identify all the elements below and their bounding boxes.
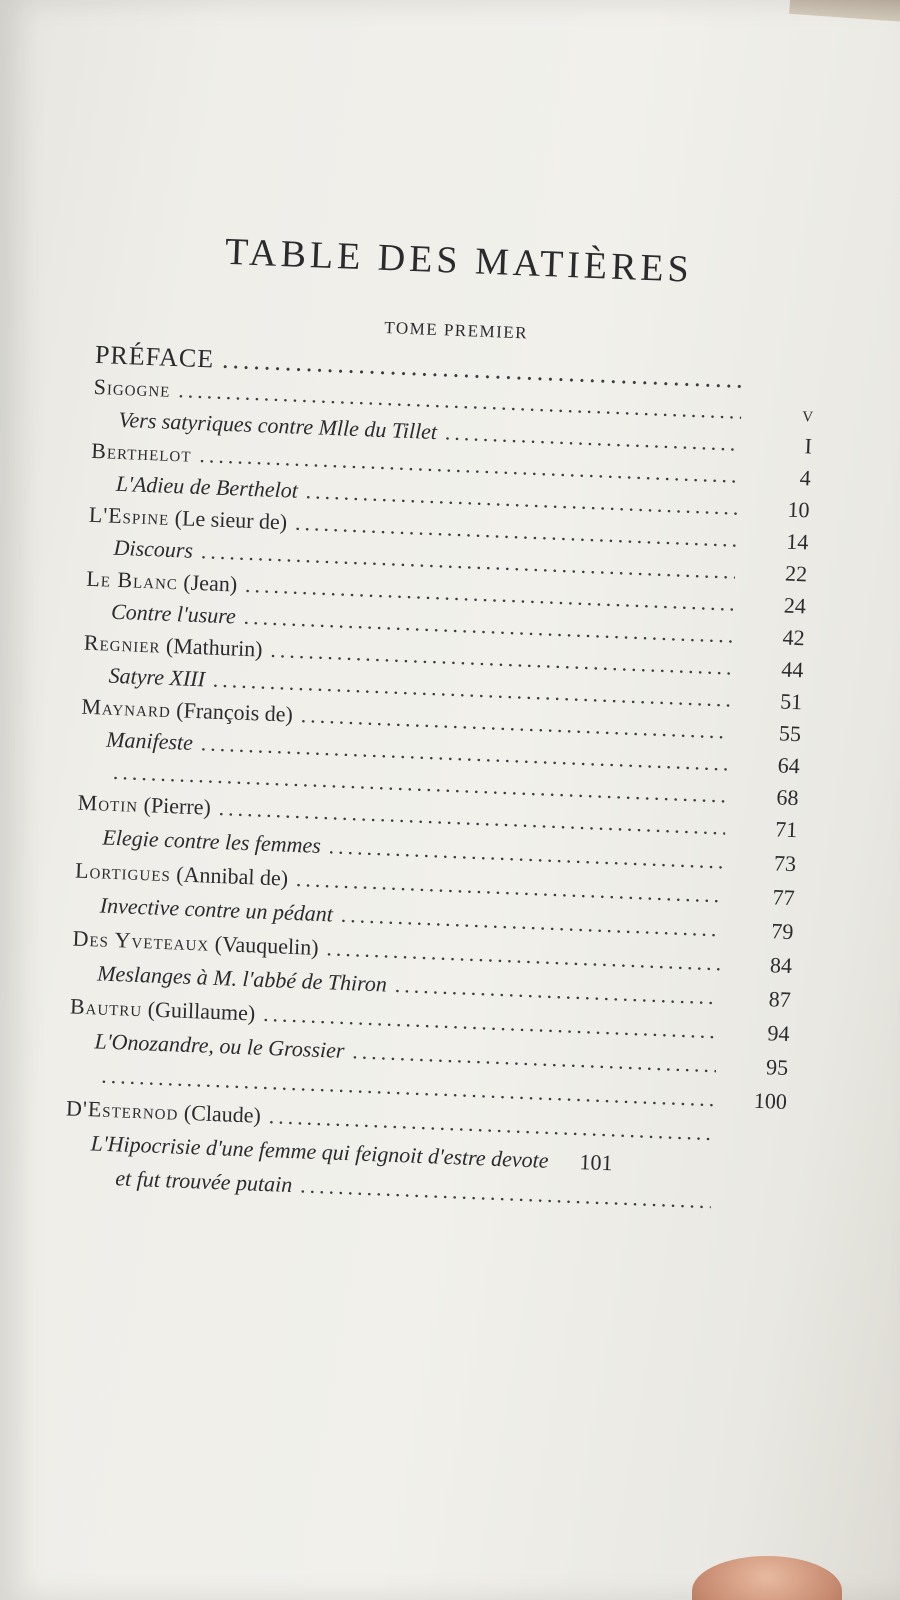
entry-work: Satyre XIII: [108, 662, 206, 692]
entry-detail: (Pierre): [143, 792, 212, 820]
entry-page: 71: [774, 816, 798, 843]
entry-page: 44: [780, 656, 804, 683]
entry-work: Elegie contre les femmes: [102, 824, 322, 858]
entry-author-block: [86, 563, 238, 601]
entry-page: [721, 1141, 785, 1143]
entry-author: Berthelot: [90, 437, 193, 467]
entry-page: 24: [783, 592, 807, 619]
entry-author: PRÉFACE: [94, 339, 215, 374]
entry-author-block: [77, 787, 211, 824]
entry-detail: (Guillaume): [147, 996, 256, 1026]
entry-page: 73: [773, 850, 797, 877]
page-corner: [789, 0, 900, 22]
entry-author-block: [65, 1092, 261, 1131]
entry-page: 55: [778, 720, 802, 747]
entry-author: Bautru: [69, 993, 143, 1022]
entry-work: et fut trouvée putain: [114, 1165, 293, 1198]
table-of-contents: [63, 225, 820, 1222]
entry-page: 10: [787, 496, 811, 523]
entry-page: 94: [767, 1020, 790, 1047]
entry-work: Manifeste: [105, 726, 194, 755]
entry-work: Discours: [113, 534, 194, 563]
entry-detail: (Vauquelin): [214, 930, 320, 960]
entry-detail: (Jean): [182, 569, 238, 597]
entry-work: Meslanges à M. l'abbé de Thiron: [96, 960, 388, 997]
entry-author: Le Blanc: [85, 565, 179, 595]
volume-heading: TOME PREMIER: [384, 317, 529, 343]
page-title: TABLE DES MATIÈRES: [224, 230, 694, 291]
entry-author: Lortigues: [74, 857, 172, 887]
entry-work: Invective contre un pédant: [99, 892, 334, 927]
entry-work: L'Onozandre, ou le Grossier: [94, 1028, 345, 1063]
entry-author: Maynard: [81, 693, 172, 723]
entry-work: L'Adieu de Berthelot: [115, 470, 299, 503]
entry-author: Motin: [77, 789, 139, 817]
entry-page: v: [801, 401, 814, 427]
entry-detail: (Le sieur de): [174, 505, 288, 535]
entry-page: 79: [770, 918, 794, 945]
entry-page: 101: [579, 1149, 613, 1176]
entry-page: 87: [768, 986, 792, 1013]
entry-detail: (Annibal de): [175, 861, 289, 891]
entry-author: Des Yveteaux: [72, 925, 210, 956]
entry-page: 22: [784, 560, 808, 587]
entry-work: L'Hipocrisie d'une femme qui feignoit d'estre devote: [90, 1130, 549, 1173]
entry-detail: (Mathurin): [165, 632, 264, 662]
entry-page: 77: [772, 884, 796, 911]
entry-author: Regnier: [83, 629, 162, 658]
entry-page: 84: [769, 952, 793, 979]
entry-detail: (Claude): [183, 1099, 262, 1128]
entry-author: D'Esternod: [65, 1095, 179, 1125]
entry-page: 4: [799, 465, 812, 491]
entry-page: 100: [753, 1087, 788, 1115]
entry-page: 51: [779, 688, 803, 715]
entry-page: [719, 1208, 783, 1210]
entry-detail: (François de): [175, 697, 294, 727]
entry-author: L'Espine: [88, 501, 170, 530]
entry-work: Contre l'usure: [110, 598, 237, 629]
entry-author-block: [69, 990, 255, 1029]
entry-page: I: [804, 433, 813, 459]
entry-page: 42: [782, 624, 806, 651]
entry-author-block: [75, 855, 289, 895]
thumb: [692, 1556, 842, 1600]
entry-page: 14: [785, 528, 809, 555]
entry-page: [750, 388, 814, 390]
entry-page: 64: [777, 752, 801, 779]
entry-page: 68: [776, 784, 800, 811]
entry-page: 95: [765, 1054, 789, 1081]
entry-work: Vers satyriques contre Mlle du Tillet: [118, 406, 438, 445]
entry-author: Sigogne: [93, 373, 171, 402]
